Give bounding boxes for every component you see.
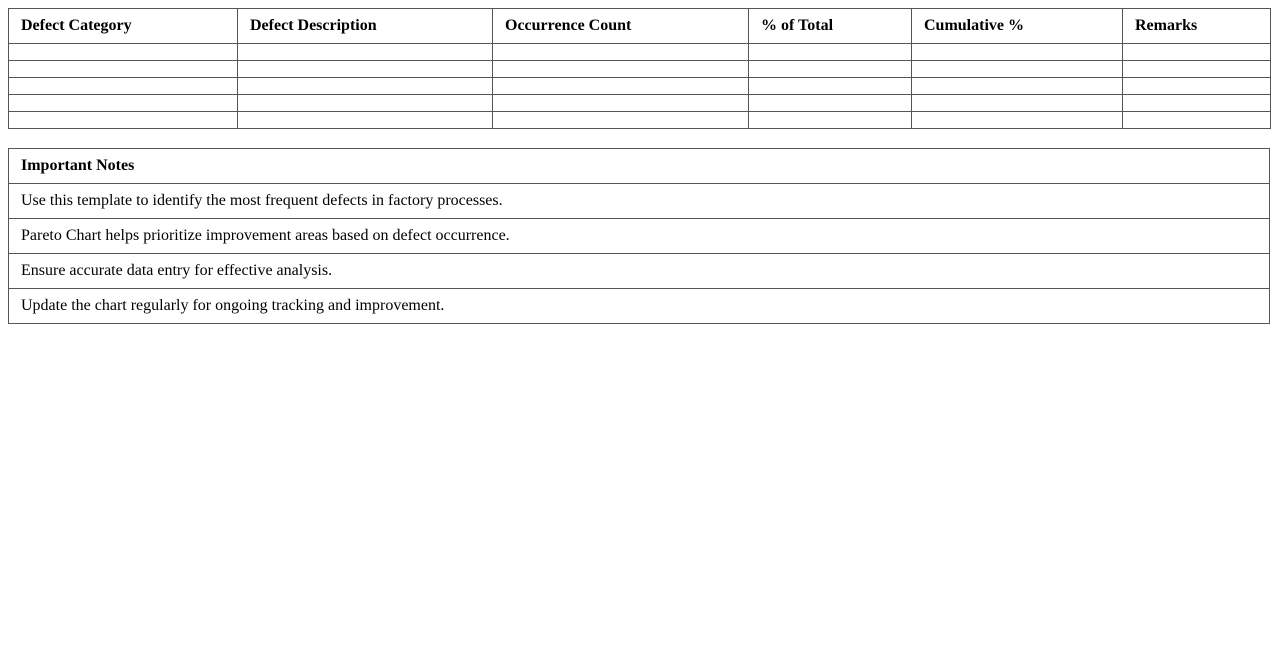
table-cell[interactable] bbox=[1123, 112, 1271, 129]
table-cell[interactable] bbox=[238, 112, 493, 129]
table-cell[interactable] bbox=[912, 61, 1123, 78]
table-cell[interactable] bbox=[238, 95, 493, 112]
table-cell[interactable] bbox=[749, 112, 912, 129]
table-cell[interactable] bbox=[493, 112, 749, 129]
header-occurrence-count: Occurrence Count bbox=[493, 9, 749, 44]
table-cell[interactable] bbox=[9, 112, 238, 129]
table-cell[interactable] bbox=[912, 78, 1123, 95]
note-row bbox=[9, 289, 1270, 324]
defect-table-header-row bbox=[9, 9, 1271, 44]
table-cell[interactable] bbox=[493, 78, 749, 95]
header-defect-category: Defect Category bbox=[9, 9, 238, 44]
note-item: Update the chart regularly for ongoing tracking and improvement. bbox=[9, 289, 1270, 324]
table-cell[interactable] bbox=[749, 78, 912, 95]
table-cell[interactable] bbox=[1123, 78, 1271, 95]
table-cell[interactable] bbox=[493, 44, 749, 61]
header-remarks: Remarks bbox=[1123, 9, 1271, 44]
table-cell[interactable] bbox=[238, 61, 493, 78]
table-cell[interactable] bbox=[238, 44, 493, 61]
table-row bbox=[9, 78, 1271, 95]
table-cell[interactable] bbox=[749, 61, 912, 78]
table-row bbox=[9, 112, 1271, 129]
table-cell[interactable] bbox=[9, 44, 238, 61]
note-row bbox=[9, 219, 1270, 254]
table-cell[interactable] bbox=[9, 95, 238, 112]
table-cell[interactable] bbox=[912, 112, 1123, 129]
note-row bbox=[9, 254, 1270, 289]
table-cell[interactable] bbox=[9, 78, 238, 95]
table-cell[interactable] bbox=[9, 61, 238, 78]
notes-title: Important Notes bbox=[9, 149, 1270, 184]
table-cell[interactable] bbox=[749, 44, 912, 61]
table-cell[interactable] bbox=[912, 44, 1123, 61]
table-cell[interactable] bbox=[1123, 44, 1271, 61]
defect-table bbox=[8, 8, 1271, 129]
table-cell[interactable] bbox=[912, 95, 1123, 112]
table-cell[interactable] bbox=[1123, 61, 1271, 78]
table-cell[interactable] bbox=[1123, 95, 1271, 112]
notes-header-row bbox=[9, 149, 1270, 184]
table-cell[interactable] bbox=[238, 78, 493, 95]
note-row bbox=[9, 184, 1270, 219]
header-percent-of-total: % of Total bbox=[749, 9, 912, 44]
table-row bbox=[9, 95, 1271, 112]
note-item: Pareto Chart helps prioritize improvement areas based on defect occurrence. bbox=[9, 219, 1270, 254]
table-row bbox=[9, 61, 1271, 78]
header-cumulative-percent: Cumulative % bbox=[912, 9, 1123, 44]
notes-table bbox=[8, 148, 1270, 324]
note-item: Use this template to identify the most frequent defects in factory processes. bbox=[9, 184, 1270, 219]
table-cell[interactable] bbox=[493, 61, 749, 78]
table-cell[interactable] bbox=[749, 95, 912, 112]
note-item: Ensure accurate data entry for effective analysis. bbox=[9, 254, 1270, 289]
table-cell[interactable] bbox=[493, 95, 749, 112]
table-row bbox=[9, 44, 1271, 61]
document-body bbox=[8, 8, 1270, 324]
header-defect-description: Defect Description bbox=[238, 9, 493, 44]
